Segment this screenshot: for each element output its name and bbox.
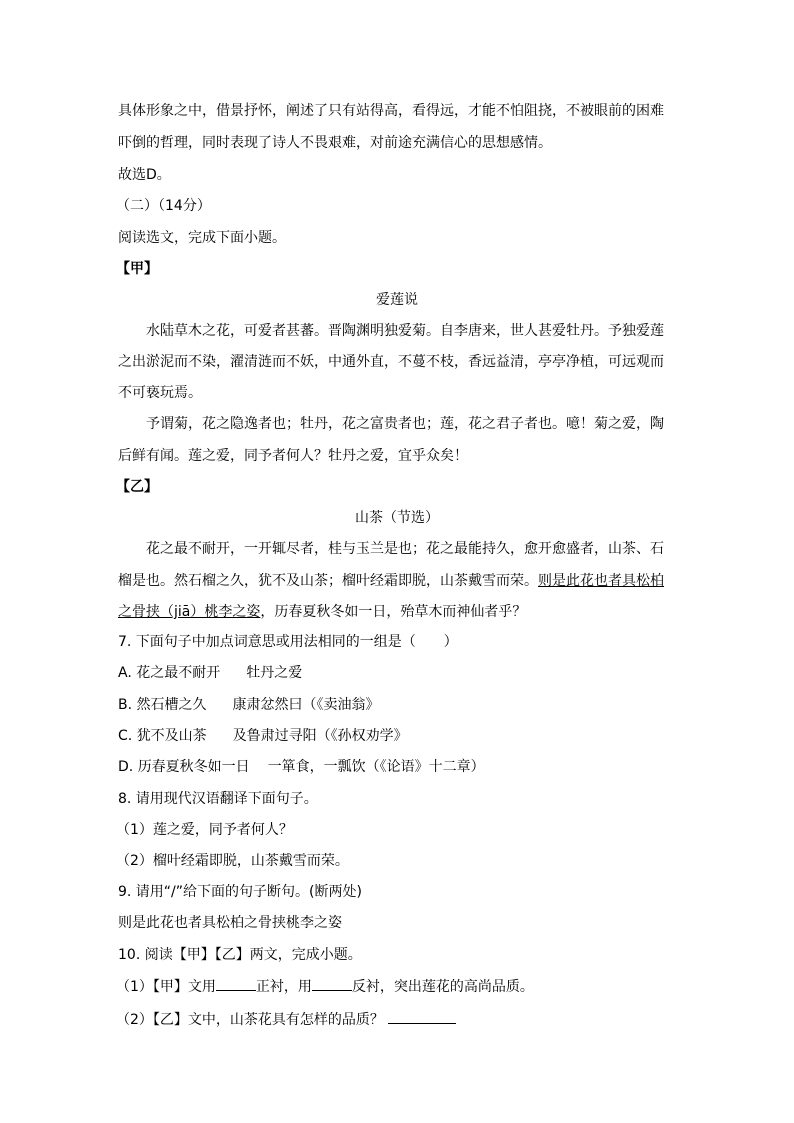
question-8-sub-2: （2）榴叶经霜即脱，山茶戴雪而荣。 xyxy=(116,853,349,869)
answer-text-line: 吓倒的哲理，同时表现了诗人不畏艰难，对前途充满信心的思想感情。 xyxy=(118,135,552,151)
option-a xyxy=(118,663,302,683)
question-10-stem: 10. 阅读【甲】【乙】两文，完成小题。 xyxy=(118,947,362,963)
instruction: 阅读选文，完成下面小题。 xyxy=(118,230,286,246)
passage-line: 花之最不耐开，一开辄尽者，桂与玉兰是也；花之最能持久，愈开愈盛者，山茶、石 xyxy=(146,541,664,557)
option-c xyxy=(118,726,408,746)
passage-line: 不可亵玩焉。 xyxy=(118,385,202,401)
option-letter: B. xyxy=(118,697,133,713)
question-7-stem: 7. 下面句子中加点词意思或用法相同的一组是（ ） xyxy=(118,634,458,650)
option-letter: C. xyxy=(118,728,133,744)
answer-blank[interactable] xyxy=(216,976,256,991)
question-9-sentence: 则是此花也者具松柏之骨挟桃李之姿 xyxy=(118,915,342,931)
option-right: 一箪食，一瓢饮（《论语》十二章） xyxy=(267,759,485,775)
text-label-yi: 【乙】 xyxy=(116,479,158,495)
question-9-stem: 9. 请用“/”给下面的句子断句。(断两处) xyxy=(118,884,362,900)
passage-line: 予谓菊，花之隐逸者也；牡丹，花之富贵者也；莲，花之君子者也。噫！菊之爱，陶 xyxy=(146,416,664,432)
option-left: 犹不及山茶 xyxy=(136,728,207,744)
question-10-sub-2 xyxy=(116,1009,456,1029)
passage-title: 爱莲说 xyxy=(376,292,418,308)
question-10-sub-1 xyxy=(116,976,534,996)
underlined-sentence: 之骨挟（jiā）桃李之姿 xyxy=(118,604,261,620)
option-right: 康肃忿然曰（《卖油翁》 xyxy=(232,697,380,713)
option-right: 牡丹之爱 xyxy=(246,665,303,681)
section-heading: （二）（14分） xyxy=(116,198,211,214)
option-right: 及鲁肃过寻阳（《孙权劝学》 xyxy=(232,728,408,744)
underlined-sentence: 则是此花也者具松柏 xyxy=(538,573,664,589)
option-left: 然石槽之久 xyxy=(136,697,207,713)
answer-blank[interactable] xyxy=(388,1009,456,1024)
passage-title: 山茶（节选） xyxy=(355,510,439,526)
option-d xyxy=(118,757,485,777)
option-left: 历春夏秋冬如一日 xyxy=(137,759,250,775)
passage-line: 后鲜有闻。莲之爱，同予者何人？牡丹之爱，宜乎众矣！ xyxy=(118,448,468,464)
answer-text-line: 具体形象之中，借景抒怀，阐述了只有站得高，看得远，才能不怕阻挠，不被眼前的困难 xyxy=(118,103,664,119)
question-8-stem: 8. 请用现代汉语翻译下面句子。 xyxy=(118,791,318,807)
option-b xyxy=(118,695,380,715)
passage-text: ，历春夏秋冬如一日，殆草木而神仙者乎？ xyxy=(260,604,527,620)
passage-line: 之出淤泥而不染，濯清涟而不妖，中通外直，不蔓不枝，香远益清，亭亭净植，可远观而 xyxy=(118,354,664,370)
option-letter: A. xyxy=(118,665,132,681)
question-8-sub-1: （1）莲之爱，同予者何人？ xyxy=(116,822,293,838)
sub-text: （1）【甲】文用 xyxy=(116,979,216,995)
option-left: 花之最不耐开 xyxy=(136,665,221,681)
passage-line xyxy=(118,602,526,622)
passage-line xyxy=(118,571,664,591)
option-letter: D. xyxy=(118,759,134,775)
answer-choice: 故选D。 xyxy=(118,167,171,183)
sub-text: 正衬，用 xyxy=(255,979,312,995)
answer-blank[interactable] xyxy=(312,976,352,991)
passage-line: 水陆草木之花，可爱者甚蕃。晋陶渊明独爱菊。自李唐来，世人甚爱牡丹。予独爱莲 xyxy=(146,323,664,339)
sub-text: （2）【乙】文中，山茶花具有怎样的品质？ xyxy=(116,1012,384,1028)
sub-text: 反衬，突出莲花的高尚品质。 xyxy=(351,979,534,995)
passage-text: 榴是也。然石榴之久，犹不及山茶；榴叶经霜即脱，山茶戴雪而荣。 xyxy=(118,573,538,589)
text-label-jia: 【甲】 xyxy=(116,261,158,277)
